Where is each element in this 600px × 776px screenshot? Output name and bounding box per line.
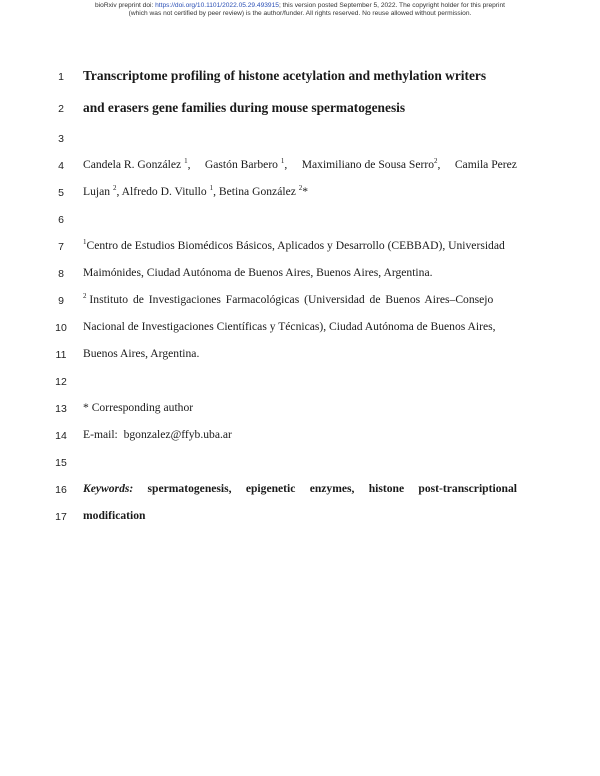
email-address[interactable]: bgonzalez@ffyb.uba.ar: [123, 428, 232, 441]
line-number: 16: [55, 484, 67, 496]
keyword: epigenetic: [245, 482, 296, 495]
author-3: Maximiliano de Sousa Serro$^2$,: [301, 157, 441, 171]
line-number: 7: [58, 241, 64, 253]
email-line: [83, 428, 517, 442]
keyword: spermatogenesis,: [147, 482, 232, 495]
line-number: 5: [58, 187, 64, 199]
email-label: E-mail:: [83, 428, 118, 441]
author-4: Camila Perez: [454, 158, 517, 171]
paper-title-line2: and erasers gene families during mouse spermatogenesis: [83, 100, 406, 115]
keywords-line1: [83, 482, 517, 496]
line-number: 12: [55, 376, 67, 388]
preprint-header-line1: [0, 2, 600, 10]
keywords-label: Keywords:: [83, 482, 134, 495]
keyword: post-transcriptional: [418, 482, 517, 495]
author-line2: [83, 185, 517, 199]
line-number: 13: [55, 403, 67, 415]
affiliation-2-line1: $^2$ Instituto de Investigaciones Farmacológicas (Universidad de Buenos Aires–Consejo: [83, 292, 494, 306]
author-line1: [83, 158, 517, 172]
affiliation-1-line1: $^1$Centro de Estudios Biomédicos Básicos, Aplicados y Desarrollo (CEBBAD), Universidad: [83, 238, 505, 252]
doi-link[interactable]: https://doi.org/10.1101/2022.05.29.493915: [155, 2, 279, 9]
paper-title-line1: Transcriptome profiling of histone acetylation and methylation writers: [83, 68, 487, 83]
affiliation-2-line2: Nacional de Investigaciones Científicas y Técnicas), Ciudad Autónoma de Buenos Aires,: [83, 320, 496, 333]
line-number: 2: [58, 103, 64, 115]
affiliation-1-line2: Maimónides, Ciudad Autónoma de Buenos Aires, Buenos Aires, Argentina.: [83, 266, 433, 279]
line-number: 11: [55, 349, 67, 361]
preprint-header-suffix: ; this version posted September 5, 2022. The copyright holder for this preprint: [278, 2, 505, 9]
author-6: Betina González $^2$*: [218, 184, 309, 198]
line-number: 1: [58, 71, 64, 83]
preprint-header-prefix: bioRxiv preprint doi:: [95, 2, 156, 9]
line-number: 14: [55, 430, 67, 442]
keyword: histone: [368, 482, 405, 495]
line-number: 10: [55, 322, 67, 334]
author-1: Candela R. González $^1$,: [83, 157, 191, 171]
author-5: Alfredo D. Vitullo $^1$,: [121, 184, 217, 198]
affiliation-1-sup: 1: [83, 238, 87, 246]
author-2: Gastón Barbero $^1$,: [204, 157, 288, 171]
corresponding-author: * Corresponding author: [83, 401, 194, 414]
keyword: modification: [83, 509, 146, 522]
line-number: 15: [55, 457, 67, 469]
line-number: 8: [58, 268, 64, 280]
line-number: 9: [58, 295, 64, 307]
line-number: 17: [55, 511, 67, 523]
line-number: 4: [58, 160, 64, 172]
line-number: 3: [58, 133, 64, 145]
line-number: 6: [58, 214, 64, 226]
affiliation-2-sup: 2: [83, 292, 87, 300]
author-4-cont: Lujan $^2$,: [83, 184, 120, 198]
preprint-header-line2: (which was not certified by peer review) is the author/funder. All rights reserved. No reuse allowed without permission.: [128, 10, 472, 17]
affiliation-2-line3: Buenos Aires, Argentina.: [83, 347, 200, 360]
keyword: enzymes,: [309, 482, 355, 495]
